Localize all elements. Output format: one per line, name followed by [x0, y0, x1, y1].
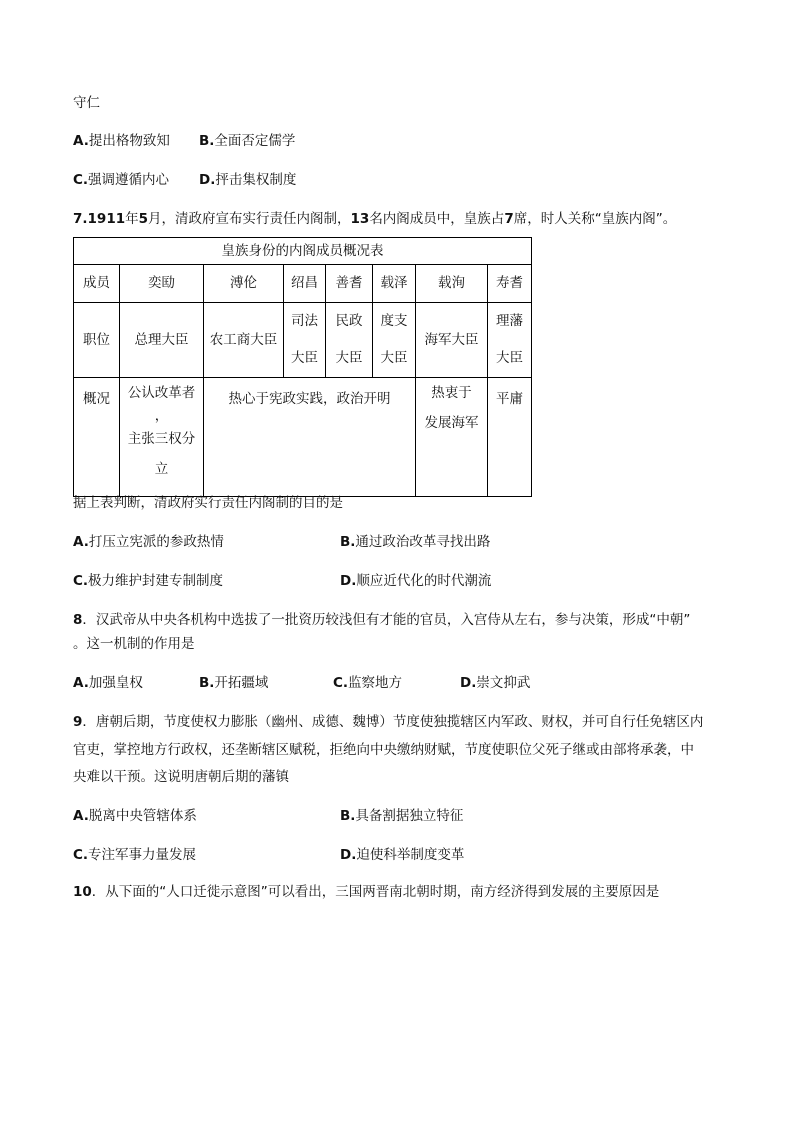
- option-text: 脱离中央管辖体系: [88, 808, 197, 824]
- position-cell: [373, 303, 416, 378]
- q8-option-b[interactable]: [199, 673, 268, 693]
- option-letter: C.: [73, 847, 89, 863]
- q6-option-a[interactable]: [73, 131, 170, 151]
- option-text: 加强皇权: [88, 675, 143, 691]
- option-letter: C.: [73, 172, 89, 188]
- option-letter: C.: [333, 675, 349, 691]
- question-number: 8: [73, 612, 83, 628]
- table-caption: 皇族身份的内阁成员概况表: [74, 238, 532, 265]
- position-line: 理藩: [496, 313, 523, 329]
- question-number: 7.: [73, 211, 88, 227]
- q9-option-b[interactable]: [340, 806, 463, 826]
- overview-line: 公认改革者: [127, 385, 196, 401]
- option-letter: A.: [73, 534, 89, 550]
- member-cell: 绍昌: [284, 265, 326, 303]
- position-line: 大臣: [335, 350, 363, 366]
- position-cell: 总理大臣: [120, 303, 204, 378]
- overview-line: 主张三权分: [127, 431, 196, 447]
- q7-option-c[interactable]: [73, 571, 223, 591]
- option-text: 专注军事力量发展: [88, 847, 197, 863]
- position-line: 度支: [380, 313, 408, 329]
- option-text: 监察地方: [348, 675, 403, 691]
- option-text: 全面否定儒学: [214, 133, 296, 149]
- overview-line: 立: [154, 461, 169, 477]
- member-cell: 载洵: [416, 265, 488, 303]
- option-letter: C.: [73, 573, 89, 589]
- q6-option-c[interactable]: [73, 170, 169, 190]
- option-letter: D.: [199, 172, 216, 188]
- position-line: 司法: [291, 313, 318, 329]
- option-letter: B.: [199, 675, 215, 691]
- option-letter: D.: [460, 675, 477, 691]
- option-text: 具备割据独立特征: [355, 808, 464, 824]
- option-letter: A.: [73, 675, 89, 691]
- overview-cell: [120, 378, 204, 497]
- row-header-position: 职位: [74, 303, 120, 378]
- option-text: 顺应近代化的时代潮流: [356, 573, 492, 589]
- q9-option-c[interactable]: [73, 845, 196, 865]
- q7-stem: [73, 209, 676, 229]
- position-line: 大臣: [496, 350, 523, 366]
- position-cell: 农工商大臣: [204, 303, 284, 378]
- month-number: 5: [138, 211, 149, 227]
- overview-line: 热衷于: [431, 385, 472, 401]
- q8-option-a[interactable]: [73, 673, 143, 693]
- position-line: 大臣: [380, 350, 408, 366]
- q10-stem-line-1: [73, 882, 659, 902]
- option-text: 通过政治改革寻找出路: [355, 534, 491, 550]
- member-cell: 溥伦: [204, 265, 284, 303]
- q8-option-d[interactable]: [460, 673, 530, 693]
- member-cell: 载泽: [373, 265, 416, 303]
- overview-cell: 热心于宪政实践，政治开明: [204, 378, 416, 497]
- stem-text: 月，清政府宣布实行责任内阁制，: [148, 211, 351, 227]
- overview-cell: 平庸: [488, 378, 532, 497]
- cabinet-members-table: [73, 237, 532, 497]
- option-text: 迫使科举制度变革: [356, 847, 465, 863]
- q8-stem-line-1: [73, 610, 690, 630]
- stem-text: 名内阁成员中，皇族占: [369, 211, 505, 227]
- q7-option-d[interactable]: [340, 571, 491, 591]
- member-cell: 寿耆: [488, 265, 532, 303]
- option-letter: B.: [340, 534, 356, 550]
- position-cell: [284, 303, 326, 378]
- q6-option-b[interactable]: [199, 131, 295, 151]
- q9-stem-line-3: 央难以干预。这说明唐朝后期的藩镇: [73, 769, 289, 785]
- question-number: 9: [73, 714, 83, 730]
- year-number: 1911: [87, 211, 126, 227]
- member-cell: 善耆: [326, 265, 373, 303]
- position-line: 大臣: [291, 350, 318, 366]
- stem-text: ．从下面的“人口迁徙示意图”可以看出，三国两晋南北朝时期，南方经济得到发展的主要原因是: [91, 884, 660, 900]
- option-text: 崇文抑武: [476, 675, 531, 691]
- option-letter: B.: [199, 133, 215, 149]
- q7-option-b[interactable]: [340, 532, 490, 552]
- member-cell: 奕劻: [120, 265, 204, 303]
- overview-line: ，: [154, 408, 169, 424]
- stem-text: 年: [125, 211, 139, 227]
- q9-stem-line-1: [73, 712, 703, 732]
- option-letter: B.: [340, 808, 356, 824]
- position-cell: [488, 303, 532, 378]
- option-text: 提出格物致知: [88, 133, 170, 149]
- q8-stem-line-2: 。这一机制的作用是: [73, 636, 195, 652]
- q7-ask: 据上表判断，清政府实行责任内阁制的目的是: [73, 495, 343, 511]
- position-cell: [326, 303, 373, 378]
- option-text: 抨击集权制度: [215, 172, 297, 188]
- option-letter: A.: [73, 808, 89, 824]
- option-text: 开拓疆域: [214, 675, 269, 691]
- q7-option-a[interactable]: [73, 532, 224, 552]
- q6-option-d[interactable]: [199, 170, 296, 190]
- stem-text: 席，时人关称“皇族内阁”。: [513, 211, 677, 227]
- stem-text: ．唐朝后期，节度使权力膨胀（幽州、成德、魏博）节度使独揽辖区内军政、财权，并可自行任免辖区内: [82, 714, 704, 730]
- seat-count: 7: [504, 211, 514, 227]
- option-text: 极力维护封建专制制度: [88, 573, 224, 589]
- option-letter: D.: [340, 847, 357, 863]
- overview-line: 发展海军: [424, 415, 479, 431]
- q8-option-c[interactable]: [333, 673, 402, 693]
- option-letter: A.: [73, 133, 89, 149]
- option-text: 强调遵循内心: [88, 172, 170, 188]
- position-line: 民政: [335, 313, 363, 329]
- member-count: 13: [350, 211, 370, 227]
- q9-option-d[interactable]: [340, 845, 464, 865]
- option-text: 打压立宪派的参政热情: [88, 534, 224, 550]
- q9-option-a[interactable]: [73, 806, 197, 826]
- stem-text: ．汉武帝从中央各机构中选拔了一批资历较浅但有才能的官员，入宫侍从左右，参与决策，形成“中朝”: [82, 612, 691, 628]
- row-header-member: 成员: [74, 265, 120, 303]
- q6-stem-tail: 守仁: [73, 95, 100, 111]
- overview-cell: [416, 378, 488, 497]
- q9-stem-line-2: 官吏，掌控地方行政权，还垄断辖区赋税，拒绝向中央缴纳财赋，节度使职位父死子继或由部将承袭，中: [73, 742, 694, 758]
- question-number: 10: [73, 884, 92, 900]
- option-letter: D.: [340, 573, 357, 589]
- position-cell: 海军大臣: [416, 303, 488, 378]
- row-header-overview: 概况: [74, 378, 120, 497]
